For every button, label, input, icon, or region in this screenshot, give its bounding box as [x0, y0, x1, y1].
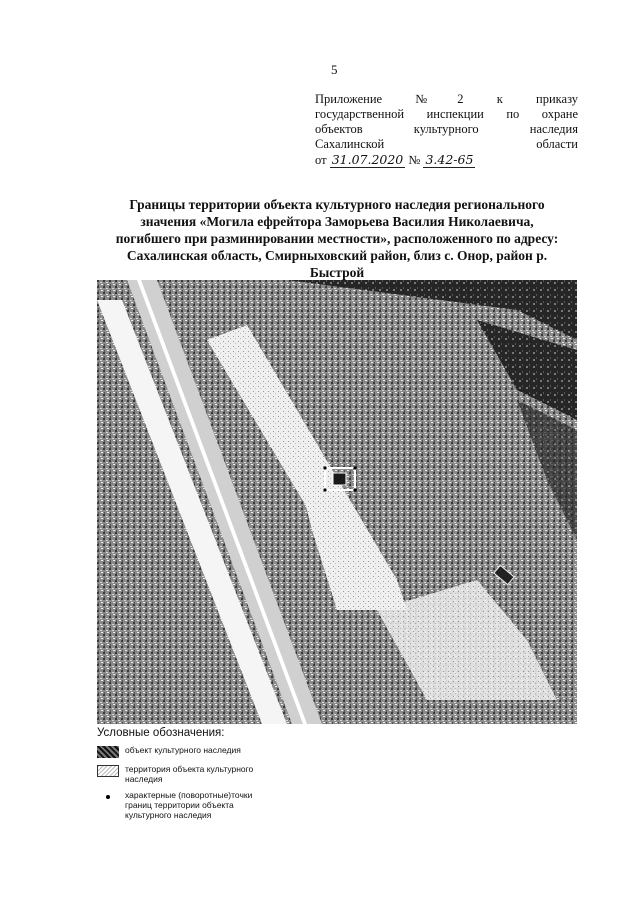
order-date: 31.07.2020 — [331, 152, 404, 167]
date-prefix: от — [315, 153, 327, 167]
legend-item-object — [97, 745, 397, 758]
annex-line-3: объектов культурного наследия — [315, 122, 578, 136]
annex-line-1: Приложение №2 к приказу — [315, 92, 578, 106]
territory-swatch-icon — [97, 765, 119, 777]
legend-item-label: территория объекта культурного наследия — [125, 764, 254, 784]
order-number: 3.42-65 — [425, 152, 474, 167]
legend-item-label: характерные (поворотные)точки границ территории объекта культурного наследия — [125, 790, 253, 820]
title-line-2: значения «Могила ефрейтора Заморьева Василия Николаевича, — [140, 214, 534, 229]
aerial-map-image — [97, 280, 577, 724]
legend-item-points — [97, 790, 397, 820]
page-number: 5 — [331, 62, 338, 77]
legend-item-label: объект культурного наследия — [125, 745, 241, 755]
title-line-4: Сахалинская область, Смирныховский район, близ с. Онор, район р. — [126, 248, 548, 263]
legend-item-territory — [97, 764, 397, 784]
heritage-object-mark — [333, 473, 346, 485]
object-swatch-icon — [97, 746, 119, 758]
boundary-point — [353, 466, 356, 469]
aerial-map — [97, 280, 577, 724]
boundary-point — [353, 488, 356, 491]
title-line-3: погибшего при разминировании местности», расположенного по адресу: — [115, 231, 559, 246]
annex-line-4: Сахалинской области — [315, 137, 578, 151]
boundary-point — [323, 466, 326, 469]
document-title — [98, 196, 576, 281]
annex-line-2: государственной инспекции по охране — [315, 107, 578, 121]
title-line-1: Границы территории объекта культурного наследия регионального — [129, 197, 545, 212]
annex-reference — [315, 92, 578, 168]
annex-date-line — [315, 152, 578, 168]
dot-icon — [97, 791, 119, 803]
number-prefix: № — [408, 153, 421, 167]
boundary-point — [323, 488, 326, 491]
legend-title: Условные обозначения: — [97, 727, 225, 739]
title-line-5: Быстрой — [309, 265, 365, 280]
map-legend — [97, 727, 397, 826]
